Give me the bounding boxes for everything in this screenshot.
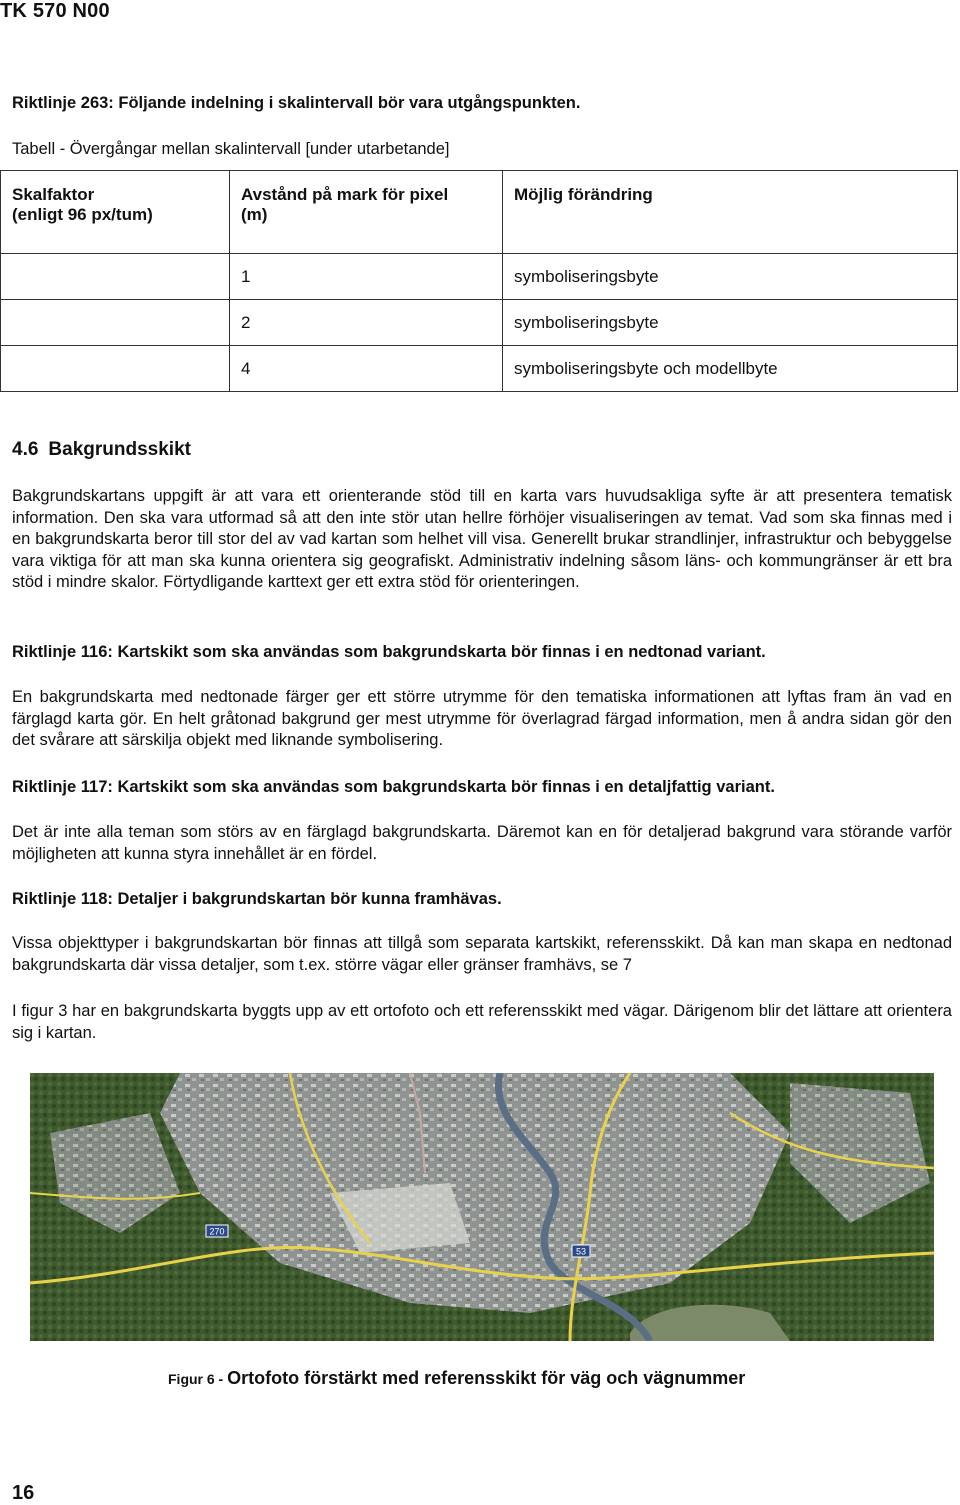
guideline-263: Riktlinje 263: Följande indelning i skalintervall bör vara utgångspunkten.: [12, 94, 581, 112]
cell-distance: 4: [241, 358, 251, 378]
cell-change: symboliseringsbyte och modellbyte: [514, 358, 778, 378]
paragraph-detail: Det är inte alla teman som störs av en färglagd bakgrundskarta. Däremot kan en för detaljerad bakgrund vara störande varför möjligheten att kunna styra innehållet är en fördel.: [12, 823, 952, 863]
table-row: [1, 300, 958, 346]
cell-distance: 1: [241, 266, 251, 286]
guideline-117: Riktlinje 117: Kartskikt som ska användas som bakgrundskarta bör finnas i en detaljfattig variant.: [12, 778, 775, 796]
section-title: Bakgrundsskikt: [48, 439, 191, 460]
paragraph-background-purpose: Bakgrundskartans uppgift är att vara ett orienterande stöd till en karta vars huvudsakliga syfte är att presentera tematisk information. Den ska vara utformad så att den inte stör utan hellre förhöjer visualiseringen av temat. Vad som ska finnas med i en bakgrundskarta beror till stor del av vad kartan som helhet vill visa. Generellt brukar strandlinjer, infrastruktur och bebyggelse vara viktiga för att man ska kunna orientera sig geografiskt. Administrativ indelning såsom läns- och kommungränser är ett bra stöd i mindre skalor. Förtydligande karttext ger ett extra stöd för orienteringen.: [12, 487, 952, 591]
header-scale: Skalfaktor (enligt 96 px/tum): [12, 185, 153, 224]
document-id: TK 570 N00: [0, 0, 110, 22]
orthophoto-map: [30, 1073, 934, 1341]
header-change: Möjlig förändring: [514, 185, 653, 204]
paragraph-reference-layers: Vissa objekttyper i bakgrundskartan bör finnas att tillgå som separata kartskikt, referensskikt. Då kan man skapa en nedtonad bakgrundskarta där vissa detaljer, som t.ex. större vägar eller gränser framhävs, se 7: [12, 934, 952, 974]
table-header-row: [1, 171, 958, 254]
scale-transition-table: [0, 170, 958, 392]
table-row: [1, 346, 958, 392]
cell-change: symboliseringsbyte: [514, 312, 659, 332]
header-distance: Avstånd på mark för pixel (m): [241, 185, 449, 224]
orthophoto-image: [30, 1073, 934, 1341]
guideline-116: Riktlinje 116: Kartskikt som ska användas som bakgrundskarta bör finnas i en nedtonad variant.: [12, 643, 766, 661]
cell-change: symboliseringsbyte: [514, 266, 659, 286]
page-number: 16: [12, 1482, 35, 1504]
figure-caption-prefix: Figur 6 -: [168, 1371, 228, 1387]
figure-caption-text: Ortofoto förstärkt med referensskikt för väg och vägnummer: [227, 1368, 746, 1388]
table-title: Tabell - Övergångar mellan skalintervall [under utarbetande]: [12, 140, 450, 158]
road-number-270: 270: [209, 1226, 225, 1237]
guideline-118: Riktlinje 118: Detaljer i bakgrundskartan bör kunna framhävas.: [12, 890, 502, 908]
paragraph-figure-intro: I figur 3 har en bakgrundskarta byggts upp av ett ortofoto och ett referensskikt med vägar. Därigenom blir det lättare att orientera sig i kartan.: [12, 1002, 952, 1042]
road-number-53: 53: [575, 1246, 587, 1257]
cell-distance: 2: [241, 312, 251, 332]
table-row: [1, 254, 958, 300]
section-heading: [12, 439, 191, 461]
paragraph-toned-down: En bakgrundskarta med nedtonade färger ger ett större utrymme för den tematiska informationen att lyftas fram än vad en färglagd karta gör. En helt gråtonad bakgrund ger mest utrymme för överlagrad färgad information, men å andra sidan gör den det svårare att särskilja objekt med liknande symbolisering.: [12, 688, 952, 749]
figure-caption: [168, 1368, 745, 1389]
section-number: 4.6: [12, 439, 39, 460]
